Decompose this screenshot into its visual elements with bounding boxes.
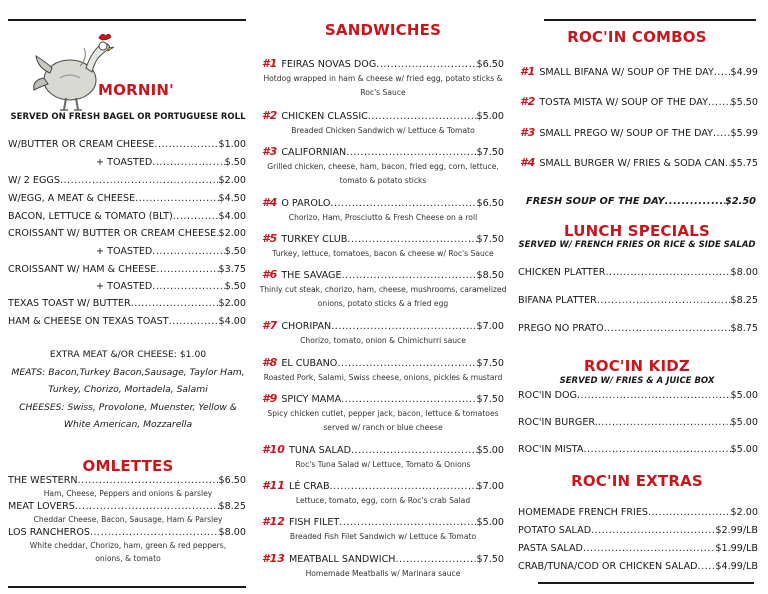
- menu-item-price: $5.00: [730, 444, 758, 455]
- menu-item-name: LÉ CRAB: [288, 481, 330, 492]
- menu-item-description: tomato & potato sticks: [339, 176, 427, 185]
- menu-item-name-wrap: [262, 58, 376, 70]
- menu-item-name: POTATO SALAD: [518, 525, 592, 536]
- menu-item-row: [262, 146, 504, 158]
- lunch-specials-subtitle: SERVED W/ FRENCH FRIES OR RICE & SIDE SALAD: [518, 240, 756, 250]
- menu-item-name: THE SAVAGE: [281, 270, 342, 281]
- bottom-divider: [8, 586, 246, 588]
- menu-item-description: onions, & tomato: [95, 554, 161, 563]
- dot-leader: [648, 507, 731, 518]
- cheeses-line-1: CHEESES: Swiss, Provolone, Muenster, Yellow &: [19, 402, 237, 413]
- menu-item-name: W/BUTTER OR CREAM CHEESE: [8, 139, 155, 150]
- dot-leader: [713, 128, 731, 139]
- menu-item-description: Hotdog wrapped in ham & cheese w/ fried egg, potato sticks &: [263, 74, 503, 83]
- item-number: #13: [262, 552, 285, 565]
- menu-item-name-wrap: [262, 197, 330, 209]
- menu-item-name-wrap: [520, 66, 714, 78]
- menu-item-name-wrap: [8, 527, 90, 538]
- dot-leader: [665, 196, 725, 207]
- menu-item-price: $1.99/LB: [715, 543, 758, 554]
- dot-leader: [591, 525, 715, 536]
- menu-item-price: $8.50: [476, 270, 504, 281]
- menu-item-name: THE WESTERN: [8, 475, 78, 486]
- menu-item-description: Thinly cut steak, chorizo, ham, cheese, mushrooms, caramelized: [259, 285, 507, 294]
- menu-item-name: O PAROLO: [281, 198, 331, 209]
- kidz-title: ROC'IN KIDZ: [584, 357, 690, 375]
- menu-item-row: [518, 507, 758, 518]
- menu-item-price: $4.99/LB: [715, 561, 758, 572]
- menu-item-row: [262, 58, 504, 70]
- dot-leader: [60, 175, 219, 186]
- dot-leader: [78, 475, 219, 486]
- menu-item-name-wrap: [8, 175, 60, 186]
- menu-item-name-wrap: [262, 233, 347, 245]
- fresh-soup-row: [526, 196, 756, 207]
- item-number: #4: [520, 156, 536, 169]
- item-number: #3: [262, 145, 278, 158]
- menu-item-row: [518, 561, 758, 572]
- menu-item-price: $7.50: [476, 147, 504, 158]
- menu-item-price: $4.00: [218, 316, 246, 327]
- menu-item-description: Breaded Fish Filet Sandwich w/ Lettuce & Tomato: [289, 532, 477, 541]
- dot-leader: [330, 481, 477, 492]
- menu-item-name-wrap: [520, 127, 713, 139]
- menu-item-price: $5.00: [730, 390, 758, 401]
- menu-item-price: $8.00: [218, 527, 246, 538]
- item-number: #11: [262, 479, 285, 492]
- menu-item-name: EL CUBANO: [281, 358, 338, 369]
- menu-item-name: SMALL PREGO W/ SOUP OF THE DAY: [539, 128, 713, 139]
- dot-leader: [583, 543, 715, 554]
- menu-item-name-wrap: [262, 320, 331, 332]
- item-number: #1: [262, 57, 278, 70]
- menu-item-row: [518, 267, 758, 278]
- dot-leader: [341, 394, 476, 405]
- dot-leader: [351, 445, 477, 456]
- menu-item-name-wrap: [8, 139, 154, 150]
- menu-item-name: MEATBALL SANDWICH: [288, 554, 396, 565]
- menu-item-row: [262, 516, 504, 528]
- menu-item-row: [518, 543, 758, 554]
- menu-item-description: onions, potato sticks & a fried egg: [317, 299, 449, 308]
- menu-item-name: SMALL BURGER W/ FRIES & SODA CAN: [539, 158, 725, 169]
- item-number: #2: [262, 109, 278, 122]
- menu-item-description: served w/ ranch or blue cheese: [323, 423, 443, 432]
- sandwiches-title: SANDWICHES: [324, 21, 442, 39]
- menu-item-price: $7.50: [476, 394, 504, 405]
- extra-meat-note: EXTRA MEAT &/OR CHEESE: $1.00: [49, 349, 207, 360]
- dot-leader: [156, 264, 218, 275]
- menu-item-row: [8, 316, 246, 327]
- menu-item-name-wrap: [520, 96, 708, 108]
- menu-item-price: $2.00: [218, 298, 246, 309]
- right-column: [514, 0, 760, 594]
- dot-leader: [347, 234, 476, 245]
- dot-leader: [154, 139, 218, 150]
- menu-item-row: [96, 157, 246, 168]
- menu-item-name-wrap: [8, 193, 135, 204]
- menu-item-name-wrap: [262, 480, 330, 492]
- menu-item-row: [520, 127, 758, 139]
- item-number: #12: [262, 515, 285, 528]
- menu-item-row: [8, 175, 246, 186]
- menu-item-name-wrap: [8, 228, 216, 239]
- menu-item-name-wrap: [262, 110, 368, 122]
- menu-item-name: ROC'IN DOG: [518, 390, 577, 401]
- omlettes-title: OMLETTES: [82, 457, 174, 475]
- dot-leader: [90, 527, 219, 538]
- menu-item-name-wrap: [518, 417, 598, 428]
- bottom-divider-right: [538, 582, 754, 584]
- menu-item-description: White cheddar, Chorizo, ham, green & red peppers,: [29, 541, 227, 550]
- menu-item-name-wrap: [518, 444, 583, 455]
- menu-item-name: CALIFORNIAN: [281, 147, 347, 158]
- menu-item-price: $4.50: [218, 193, 246, 204]
- dot-leader: [598, 417, 731, 428]
- menu-item-description: Cheddar Cheese, Bacon, Sausage, Ham & Parsley: [33, 515, 223, 524]
- menu-item-name: ROC'IN MISTA: [518, 444, 584, 455]
- item-number: #10: [262, 443, 285, 456]
- menu-item-price: $6.50: [476, 198, 504, 209]
- menu-item-price: $2.99/LB: [715, 525, 758, 536]
- menu-item-row: [8, 193, 246, 204]
- menu-item-name-wrap: [8, 298, 131, 309]
- menu-item-description: Homemade Meatballs w/ Marinara sauce: [305, 569, 461, 578]
- menu-item-name-wrap: [8, 211, 173, 222]
- menu-item-price: $5.00: [476, 111, 504, 122]
- dot-leader: [75, 501, 219, 512]
- menu-item-name: TURKEY CLUB: [281, 234, 348, 245]
- menu-item-name-wrap: [518, 561, 698, 572]
- menu-item-name: CHICKEN PLATTER: [518, 267, 606, 278]
- menu-item-name-wrap: [262, 553, 396, 565]
- mornin-title: MORNIN': [98, 81, 174, 99]
- menu-item-description: Breaded Chicken Sandwich w/ Lettuce & Tomato: [291, 126, 475, 135]
- menu-item-name-wrap: [96, 246, 152, 257]
- menu-item-row: [262, 393, 504, 405]
- dot-leader: [337, 358, 476, 369]
- menu-item-price: $.50: [224, 281, 246, 292]
- lunch-specials-title: LUNCH SPECIALS: [564, 222, 710, 240]
- item-number: #2: [520, 95, 536, 108]
- menu-item-name: SPICY MAMA: [281, 394, 342, 405]
- menu-item-row: [8, 298, 246, 309]
- menu-item-name: CRAB/TUNA/COD OR CHICKEN SALAD: [518, 561, 698, 572]
- menu-item-price: $5.99: [730, 128, 758, 139]
- menu-item-description: Roc's Tuna Salad w/ Lettuce, Tomato & Onions: [295, 460, 471, 469]
- menu-item-description: Ham, Cheese, Peppers and onions & parsley: [43, 489, 213, 498]
- menu-item-name: PREGO NO PRATO: [518, 323, 604, 334]
- menu-item-row: [262, 553, 504, 565]
- menu-item-description: Chorizo, tomato, onion & Chimichurri sauce: [300, 336, 466, 345]
- menu-item-row: [262, 480, 504, 492]
- menu-item-name: FEIRAS NOVAS DOG: [281, 59, 377, 70]
- menu-item-row: [8, 527, 246, 538]
- menu-item-description: Roc's Sauce: [360, 88, 406, 97]
- meats-line-1: MEATS: Bacon,Turkey Bacon,Sausage, Taylor Ham,: [11, 367, 245, 378]
- menu-item-name: HOMEMADE FRENCH FRIES: [518, 507, 648, 518]
- top-divider: [8, 19, 246, 21]
- dot-leader: [331, 321, 476, 332]
- menu-item-row: [518, 390, 758, 401]
- menu-item-name-wrap: [262, 146, 346, 158]
- menu-item-name: TEXAS TOAST W/ BUTTER: [8, 298, 131, 309]
- menu-item-name-wrap: [8, 264, 156, 275]
- menu-item-price: $5.00: [476, 517, 504, 528]
- menu-item-name: HAM & CHEESE ON TEXAS TOAST: [8, 316, 169, 327]
- menu-item-price: $7.00: [476, 321, 504, 332]
- item-number: #3: [520, 126, 536, 139]
- menu-item-row: [518, 417, 758, 428]
- menu-item-name: FISH FILET: [288, 517, 340, 528]
- dot-leader: [583, 444, 730, 455]
- menu-item-price: $7.50: [476, 234, 504, 245]
- menu-item-description: Turkey, lettuce, tomatoes, bacon & cheese w/ Roc's Sauce: [272, 249, 494, 258]
- menu-item-name-wrap: [520, 157, 725, 169]
- menu-item-name-wrap: [262, 357, 337, 369]
- menu-item-name: BIFANA PLATTER: [518, 295, 597, 306]
- menu-item-name-wrap: [262, 269, 342, 281]
- dot-leader: [368, 111, 477, 122]
- menu-item-row: [8, 211, 246, 222]
- menu-item-price: $2.00: [218, 228, 246, 239]
- dot-leader: [173, 211, 219, 222]
- menu-item-name-wrap: [262, 393, 341, 405]
- menu-item-row: [520, 66, 758, 78]
- menu-item-row: [262, 269, 504, 281]
- menu-item-name: TOSTA MISTA W/ SOUP OF THE DAY: [539, 97, 708, 108]
- menu-item-row: [8, 228, 246, 239]
- extras-title: ROC'IN EXTRAS: [571, 472, 703, 490]
- menu-item-name: CHICKEN CLASSIC: [281, 111, 368, 122]
- menu-item-price: $6.50: [218, 475, 246, 486]
- dot-leader: [330, 198, 476, 209]
- kidz-subtitle: SERVED W/ FRIES & A JUICE BOX: [559, 376, 715, 386]
- menu-item-price: $7.50: [476, 554, 504, 565]
- menu-item-price: $4.99: [730, 67, 758, 78]
- item-number: #7: [262, 319, 278, 332]
- menu-item-price: $2.00: [730, 507, 758, 518]
- menu-item-name-wrap: [518, 507, 648, 518]
- menu-item-name: MEAT LOVERS: [8, 501, 75, 512]
- menu-item-price: $1.00: [218, 139, 246, 150]
- item-number: #4: [262, 196, 278, 209]
- menu-item-name: W/EGG, A MEAT & CHEESE: [8, 193, 136, 204]
- menu-item-row: [518, 444, 758, 455]
- dot-leader: [605, 267, 730, 278]
- menu-item-name-wrap: [518, 323, 604, 334]
- dot-leader: [714, 67, 731, 78]
- menu-item-row: [262, 444, 504, 456]
- menu-item-name-wrap: [8, 475, 78, 486]
- menu-item-row: [96, 246, 246, 257]
- menu-item-row: [8, 264, 246, 275]
- combos-title: ROC'IN COMBOS: [567, 28, 707, 46]
- menu-item-name-wrap: [262, 444, 351, 456]
- rooster-icon: [30, 28, 114, 112]
- menu-item-name: CROISSANT W/ BUTTER OR CREAM CHEESE: [8, 228, 217, 239]
- menu-item-price: $7.50: [476, 358, 504, 369]
- menu-item-row: [262, 233, 504, 245]
- menu-item-price: $5.00: [476, 445, 504, 456]
- menu-item-description: Grilled chicken, cheese, ham, bacon, fried egg, corn, lettuce,: [267, 162, 499, 171]
- dot-leader: [396, 554, 477, 565]
- menu-item-name-wrap: [96, 157, 152, 168]
- menu-item-row: [8, 139, 246, 150]
- menu-item-price: $4.00: [218, 211, 246, 222]
- top-divider-right: [544, 19, 756, 21]
- menu-item-price: $8.25: [218, 501, 246, 512]
- menu-item-price: $3.75: [218, 264, 246, 275]
- menu-item-description: Spicy chicken cutlet, pepper jack, bacon, lettuce & tomatoes: [267, 409, 499, 418]
- menu-item-row: [518, 295, 758, 306]
- menu-item-price: $8.75: [730, 323, 758, 334]
- menu-item-name: LOS RANCHEROS: [8, 527, 90, 538]
- menu-item-name-wrap: [262, 516, 339, 528]
- fresh-soup-price: $2.50: [725, 196, 756, 207]
- menu-item-row: [262, 357, 504, 369]
- menu-item-name-wrap: [518, 295, 597, 306]
- left-column: [8, 0, 248, 594]
- menu-item-price: $.50: [224, 157, 246, 168]
- menu-item-price: $7.00: [476, 481, 504, 492]
- menu-item-row: [8, 501, 246, 512]
- menu-item-price: $6.50: [476, 59, 504, 70]
- menu-item-name-wrap: [96, 281, 152, 292]
- menu-item-name: TUNA SALAD: [288, 445, 351, 456]
- menu-item-row: [520, 157, 758, 169]
- menu-item-name: SMALL BIFANA W/ SOUP OF THE DAY: [539, 67, 714, 78]
- menu-item-row: [8, 475, 246, 486]
- item-number: #5: [262, 232, 278, 245]
- menu-item-row: [262, 110, 504, 122]
- dot-leader: [152, 281, 224, 292]
- menu-item-row: [262, 197, 504, 209]
- dot-leader: [597, 295, 731, 306]
- dot-leader: [346, 147, 476, 158]
- dot-leader: [342, 270, 477, 281]
- dot-leader: [152, 246, 224, 257]
- dot-leader: [708, 97, 731, 108]
- menu-item-name: BACON, LETTUCE & TOMATO (BLT): [8, 211, 173, 222]
- menu-item-name: PASTA SALAD: [518, 543, 583, 554]
- menu-item-description: Lettuce, tomato, egg, corn & Roc's crab Salad: [295, 496, 471, 505]
- menu-item-price: $5.50: [730, 97, 758, 108]
- menu-item-name: CHORIPAN: [281, 321, 332, 332]
- menu-item-price: $8.00: [730, 267, 758, 278]
- menu-item-name: + TOASTED: [96, 246, 153, 257]
- menu-item-name: ROC'IN BURGER.: [518, 417, 598, 428]
- item-number: #9: [262, 392, 278, 405]
- mornin-subtitle: SERVED ON FRESH BAGEL OR PORTUGUESE ROLL: [10, 112, 246, 122]
- menu-item-name-wrap: [518, 267, 605, 278]
- menu-item-name-wrap: [8, 501, 75, 512]
- menu-item-row: [262, 320, 504, 332]
- dot-leader: [135, 193, 218, 204]
- menu-item-price: $8.25: [730, 295, 758, 306]
- menu-item-name-wrap: [518, 525, 591, 536]
- dot-leader: [131, 298, 219, 309]
- menu-item-row: [96, 281, 246, 292]
- fresh-soup-name: FRESH SOUP OF THE DAY: [526, 196, 665, 207]
- menu-item-price: $.50: [224, 246, 246, 257]
- item-number: #6: [262, 268, 278, 281]
- cheeses-line-2: White American, Mozzarella: [63, 419, 193, 430]
- item-number: #1: [520, 65, 536, 78]
- middle-column: [258, 0, 508, 594]
- menu-item-name-wrap: [518, 543, 583, 554]
- menu-item-row: [518, 323, 758, 334]
- menu-item-description: Roasted Pork, Salami, Swiss cheese, onions, pickles & mustard: [263, 373, 503, 382]
- menu-item-price: $2.00: [218, 175, 246, 186]
- menu-item-name-wrap: [518, 390, 577, 401]
- menu-item-price: $5.00: [730, 417, 758, 428]
- menu-item-name: CROISSANT W/ HAM & CHEESE: [8, 264, 157, 275]
- menu-item-price: $5.75: [730, 158, 758, 169]
- item-number: #8: [262, 356, 278, 369]
- menu-item-name: + TOASTED: [96, 281, 153, 292]
- menu-item-name-wrap: [8, 316, 169, 327]
- dot-leader: [376, 59, 476, 70]
- menu-item-name: + TOASTED: [96, 157, 153, 168]
- dot-leader: [339, 517, 476, 528]
- dot-leader: [152, 157, 224, 168]
- dot-leader: [698, 561, 716, 572]
- dot-leader: [577, 390, 731, 401]
- dot-leader: [169, 316, 219, 327]
- menu-item-name: W/ 2 EGGS: [8, 175, 60, 186]
- menu-item-row: [520, 96, 758, 108]
- meats-line-2: Turkey, Chorizo, Mortadela, Salami: [48, 384, 208, 395]
- menu-item-description: Chorizo, Ham, Prosciutto & Fresh Cheese on a roll: [288, 213, 478, 222]
- menu-item-row: [518, 525, 758, 536]
- dot-leader: [604, 323, 731, 334]
